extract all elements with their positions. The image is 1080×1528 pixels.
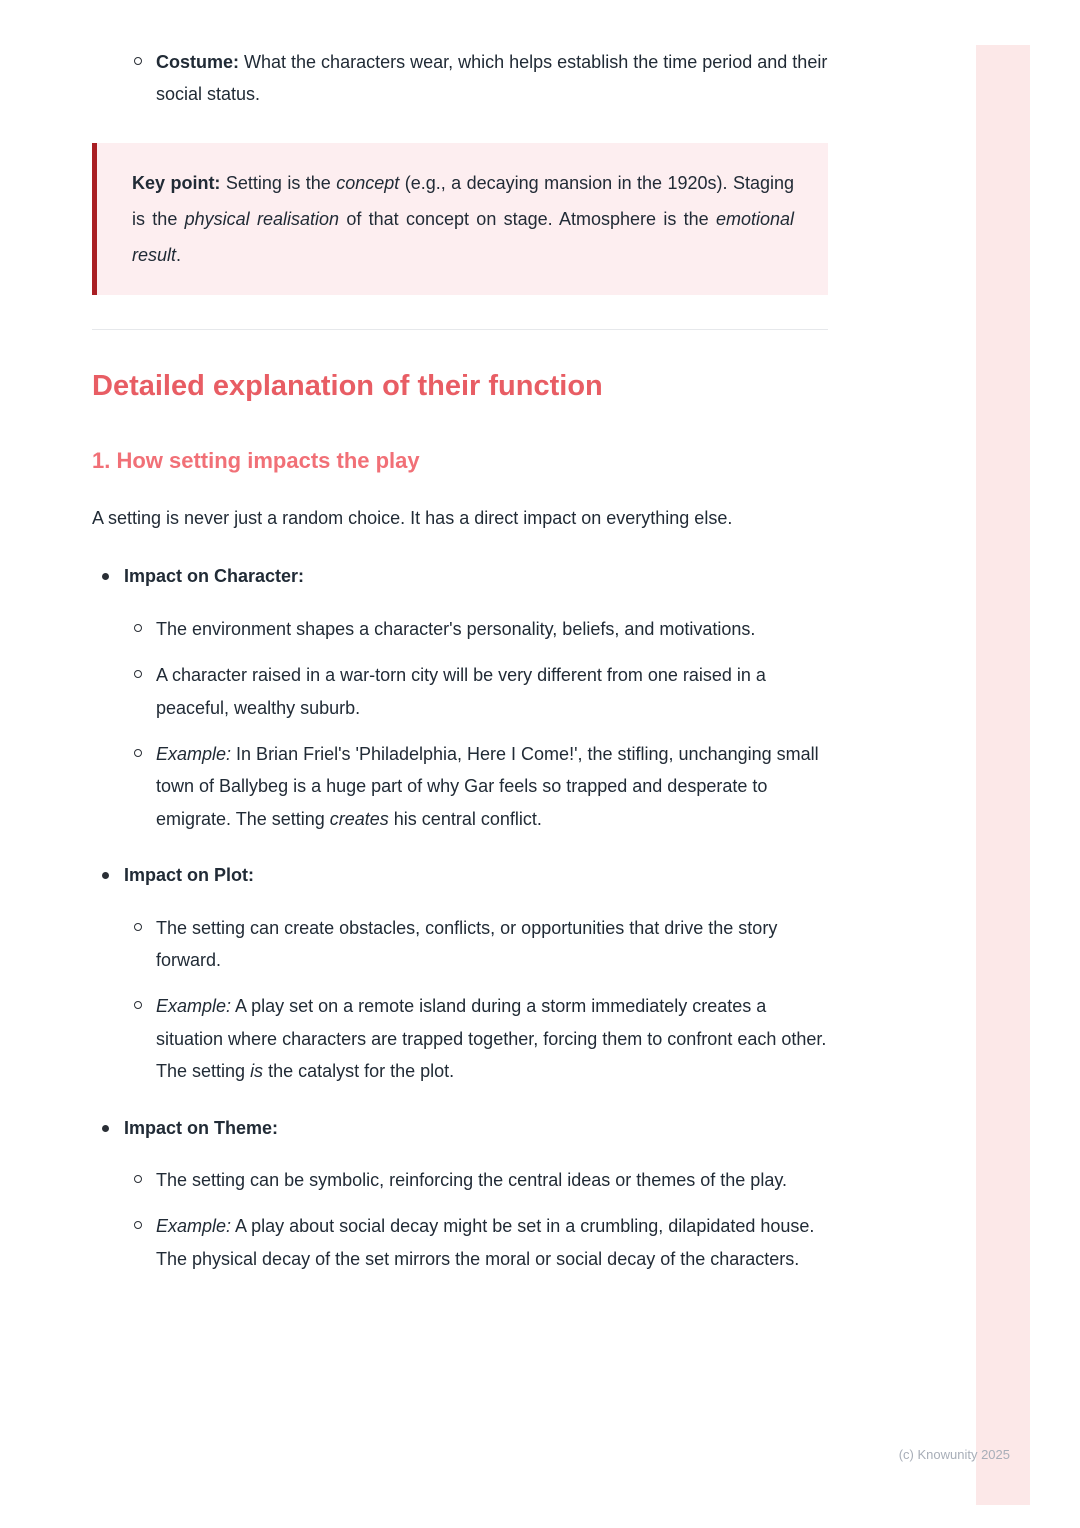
list-item-text <box>156 52 827 104</box>
text-segment: Example: <box>156 744 232 765</box>
text-segment: A play set on a remote island during a storm immediately creates a situation where characters are trapped together, forcing them to confront each other. The setting <box>156 996 827 1082</box>
impact-sub-list <box>92 1164 828 1275</box>
copyright-footer: (c) Knowunity 2025 <box>898 1447 1010 1462</box>
intro-paragraph: A setting is never just a random choice. It has a direct impact on everything else. <box>92 508 733 529</box>
list-item-text <box>156 1170 787 1190</box>
list-item <box>92 912 828 977</box>
bullet-icon <box>102 872 109 879</box>
circle-bullet-icon <box>134 923 142 931</box>
text-segment: emotional result <box>132 208 794 265</box>
subsection-heading: 1. How setting impacts the play <box>92 448 420 474</box>
text-segment: In Brian Friel's 'Philadelphia, Here I Come!', the stifling, unchanging small town of Ballybeg is a huge part of why Gar feels so trapped and desperate to emigrate. The setting <box>156 744 819 829</box>
circle-bullet-icon <box>134 749 142 757</box>
circle-bullet-icon <box>134 1221 142 1229</box>
impact-section-title <box>92 560 828 592</box>
impact-section <box>92 859 828 1087</box>
impact-section-title-text: Impact on Character: <box>124 566 305 587</box>
circle-bullet-icon <box>134 1175 142 1183</box>
text-segment: A character raised in a war-torn city will be very different from one raised in a peaceful, wealthy suburb. <box>156 665 766 718</box>
text-segment: (e.g., a decaying mansion in the 1920s). Staging is the <box>132 172 794 229</box>
circle-bullet-icon <box>134 624 142 632</box>
text-segment: physical realisation <box>184 208 340 229</box>
circle-bullet-icon <box>134 670 142 678</box>
text-segment: . <box>176 244 182 265</box>
impact-sub-list <box>92 613 828 835</box>
circle-bullet-icon <box>134 1001 142 1009</box>
key-point-text <box>132 165 794 273</box>
text-segment: A play about social decay might be set in a crumbling, dilapidated house. The physical decay of the set mirrors the moral or social decay of the characters. <box>156 1216 815 1269</box>
text-segment: What the characters wear, which helps establish the time period and their social status. <box>156 52 828 105</box>
list-item <box>92 990 828 1087</box>
list-item-costume <box>92 46 828 111</box>
text-segment: The setting can create obstacles, conflicts, or opportunities that drive the story forward. <box>156 917 778 970</box>
text-segment: Key point: <box>132 172 221 193</box>
impact-section <box>92 560 828 835</box>
list-item-text <box>156 1216 814 1268</box>
text-segment: Costume: <box>156 52 240 72</box>
impact-section-title <box>92 859 828 891</box>
text-segment: of that concept on stage. Atmosphere is the <box>339 208 716 229</box>
text-segment: The setting can be symbolic, reinforcing the central ideas or themes of the play. <box>156 1169 787 1190</box>
impact-sub-list <box>92 912 828 1088</box>
circle-bullet-icon <box>134 57 142 65</box>
text-segment: Example: <box>156 996 232 1017</box>
section-divider <box>92 329 828 330</box>
list-item-text <box>156 918 777 970</box>
list-item-text <box>156 744 819 829</box>
impact-section-title <box>92 1112 828 1144</box>
bullet-icon <box>102 1125 109 1132</box>
impact-section-title-text: Impact on Plot: <box>124 865 254 886</box>
text-segment: creates <box>329 808 389 829</box>
list-item <box>92 1164 828 1196</box>
text-segment: The environment shapes a character's personality, beliefs, and motivations. <box>156 618 756 639</box>
impact-sections <box>92 560 828 1275</box>
list-item-text <box>156 619 755 639</box>
list-item <box>92 659 828 724</box>
text-segment: Example: <box>156 1216 232 1237</box>
impact-section <box>92 1112 828 1276</box>
document-content <box>92 46 828 1289</box>
list-item <box>92 613 828 645</box>
impact-section-title-text: Impact on Theme: <box>124 1117 279 1138</box>
text-segment: concept <box>336 172 400 193</box>
list-item <box>92 738 828 835</box>
list-item-text <box>156 996 826 1081</box>
text-segment: the catalyst for the plot. <box>263 1061 455 1082</box>
list-item-text <box>156 665 766 717</box>
list-item <box>92 1210 828 1275</box>
page-edge-decoration <box>976 45 1030 1505</box>
text-segment: is <box>250 1061 264 1082</box>
text-segment: Setting is the <box>220 172 337 193</box>
text-segment: his central conflict. <box>388 808 542 829</box>
section-heading: Detailed explanation of their function <box>92 369 603 402</box>
key-point-callout <box>92 143 828 295</box>
bullet-icon <box>102 573 109 580</box>
